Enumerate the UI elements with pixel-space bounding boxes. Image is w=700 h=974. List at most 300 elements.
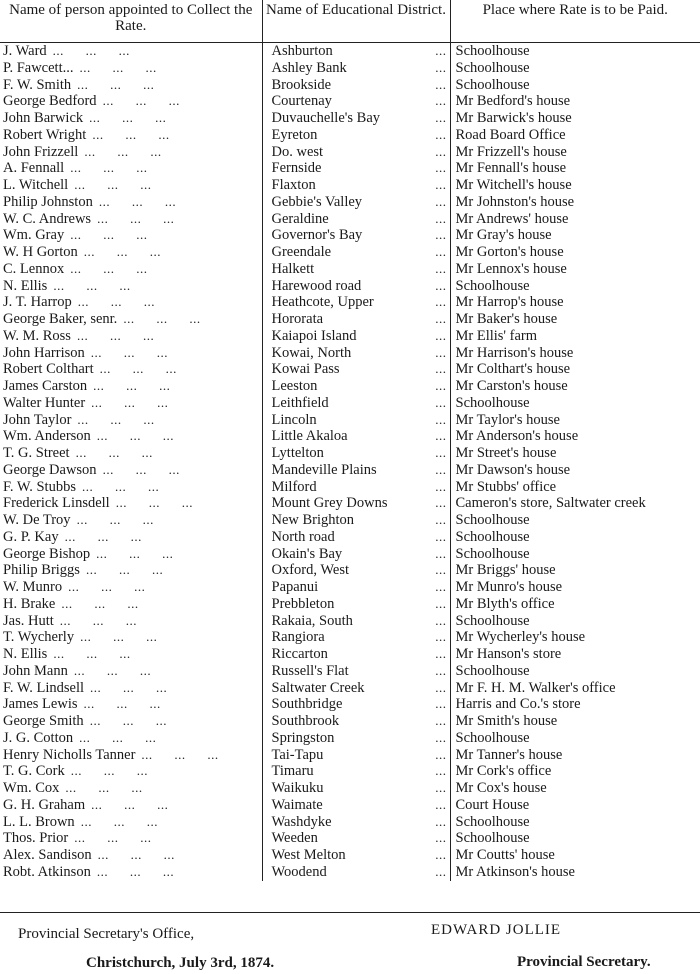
place-cell — [450, 261, 700, 278]
collector-cell-text: George Bedford — [3, 93, 97, 110]
leader-dots: ... — [435, 863, 447, 879]
district-cell-text: Little Akaloa — [271, 428, 348, 445]
table-row — [0, 428, 700, 445]
district-cell — [262, 361, 450, 378]
leader-dots: ... — [435, 311, 447, 326]
place-cell-text: Schoolhouse — [455, 512, 530, 528]
collector-cell — [0, 127, 262, 144]
district-cell — [262, 345, 450, 362]
table-row — [0, 713, 700, 730]
district-cell-text: Kaiapoi Island — [271, 327, 357, 344]
table-row — [0, 227, 700, 244]
collector-cell — [0, 780, 262, 797]
district-cell — [262, 311, 450, 328]
place-cell — [450, 780, 700, 797]
table-row — [0, 730, 700, 747]
district-cell-text: Prebbleton — [271, 595, 335, 612]
district-cell — [262, 445, 450, 462]
district-cell-text: Mandeville Plains — [271, 461, 377, 478]
place-cell-text: Mr Munro's house — [455, 579, 563, 595]
table-row — [0, 696, 700, 713]
place-cell-text: Mr Blyth's office — [455, 595, 555, 612]
collector-cell-text: L. Witchell — [3, 177, 69, 193]
leader-dots: ... ... ... — [123, 311, 201, 326]
place-cell — [450, 412, 700, 429]
collector-cell — [0, 211, 262, 228]
district-cell — [262, 663, 450, 680]
collector-cell — [0, 378, 262, 395]
district-cell-text: Ashburton — [271, 43, 333, 59]
header-district: Name of Educational District. — [262, 0, 450, 43]
place-cell-text: Mr Stubbs' office — [455, 478, 557, 495]
place-cell — [450, 445, 700, 462]
place-cell — [450, 93, 700, 110]
leader-dots: ... — [435, 830, 447, 846]
place-cell — [450, 211, 700, 228]
collector-cell-text: N. Ellis — [3, 277, 48, 294]
leader-dots: ... — [435, 411, 447, 427]
collector-cell — [0, 579, 262, 596]
leader-dots: ... — [435, 260, 447, 276]
place-cell-text: Mr Bedford's house — [455, 93, 571, 110]
district-cell — [262, 227, 450, 244]
place-cell-text: Mr Coutts' house — [455, 847, 555, 863]
collector-cell-text: Philip Briggs — [3, 562, 80, 579]
place-cell-text: Mr Anderson's house — [455, 428, 579, 445]
table-row — [0, 763, 700, 780]
place-cell — [450, 495, 700, 512]
district-cell-text: Ashley Bank — [271, 59, 347, 76]
collector-cell — [0, 345, 262, 362]
table-row — [0, 864, 700, 881]
table-row — [0, 479, 700, 496]
place-cell-text: Mr F. H. M. Walker's office — [455, 679, 616, 696]
leader-dots: ... ... ... — [96, 545, 174, 561]
district-cell — [262, 60, 450, 77]
place-cell — [450, 629, 700, 646]
leader-dots: ... — [435, 378, 447, 393]
table-row — [0, 747, 700, 764]
district-cell-text: Rangiora — [271, 629, 325, 646]
district-cell-text: Waimate — [271, 796, 323, 813]
place-cell-text: Schoolhouse — [455, 545, 530, 562]
district-cell — [262, 144, 450, 161]
place-cell — [450, 546, 700, 563]
place-cell-text: Mr Cox's house — [455, 780, 547, 796]
table-row — [0, 629, 700, 646]
leader-dots: ... — [435, 110, 447, 125]
leader-dots: ... — [435, 847, 447, 862]
district-cell-text: Lincoln — [271, 411, 317, 428]
district-cell-text: Saltwater Creek — [271, 679, 365, 696]
table-row — [0, 462, 700, 479]
collector-cell-text: F. W. Lindsell — [3, 679, 85, 696]
collector-cell-text: Philip Johnston — [3, 193, 93, 210]
collector-cell-text: James Lewis — [3, 696, 78, 713]
table-row — [0, 847, 700, 864]
district-cell — [262, 696, 450, 713]
leader-dots: ... ... ... — [53, 277, 131, 293]
place-cell-text: Mr Fennall's house — [455, 160, 567, 177]
district-cell-text: Woodend — [271, 863, 327, 880]
collector-cell — [0, 328, 262, 345]
leader-dots: ... ... ... — [115, 495, 193, 511]
collector-cell-text: George Dawson — [3, 461, 97, 478]
collector-cell — [0, 361, 262, 378]
place-cell-text: Mr Tanner's house — [455, 746, 563, 763]
collector-cell — [0, 462, 262, 479]
collector-cell — [0, 629, 262, 646]
leader-dots: ... — [435, 59, 447, 75]
table-row — [0, 680, 700, 697]
collector-cell — [0, 278, 262, 295]
district-cell — [262, 579, 450, 596]
collector-cell-text: H. Brake — [3, 595, 56, 612]
table-row — [0, 579, 700, 596]
leader-dots: ... ... ... — [76, 512, 154, 527]
place-cell-text: Mr Johnston's house — [455, 193, 575, 210]
district-cell — [262, 194, 450, 211]
table-row — [0, 345, 700, 362]
leader-dots: ... ... ... — [83, 696, 161, 712]
leader-dots: ... — [435, 796, 447, 812]
place-cell-text: Mr Harrison's house — [455, 344, 574, 361]
place-cell-text: Schoolhouse — [455, 729, 530, 746]
collector-cell — [0, 512, 262, 529]
table-row — [0, 361, 700, 378]
district-cell — [262, 512, 450, 529]
leader-dots: ... — [435, 277, 447, 293]
district-cell — [262, 462, 450, 479]
collector-cell — [0, 763, 262, 780]
collector-cell — [0, 244, 262, 261]
leader-dots: ... ... ... — [85, 562, 164, 578]
collector-cell — [0, 77, 262, 94]
leader-dots: ... ... ... — [75, 445, 153, 460]
table-row — [0, 495, 700, 512]
table-row — [0, 177, 700, 194]
district-cell — [262, 211, 450, 228]
district-cell-text: Papanui — [271, 579, 319, 595]
place-cell-text: Schoolhouse — [455, 277, 530, 294]
district-cell-text: Leeston — [271, 378, 318, 394]
district-cell-text: Governor's Bay — [271, 227, 363, 244]
place-cell — [450, 663, 700, 680]
place-cell-text: Road Board Office — [455, 126, 566, 143]
place-cell — [450, 194, 700, 211]
collector-cell-text: Henry Nicholls Tanner — [3, 746, 136, 763]
district-cell — [262, 730, 450, 747]
collector-cell-text: T. Wycherly — [3, 629, 75, 646]
collector-cell — [0, 395, 262, 412]
header-collector: Name of person appointed to Collect the Rate. — [0, 0, 262, 43]
leader-dots: ... ... ... — [91, 394, 169, 410]
district-cell — [262, 713, 450, 730]
table-row — [0, 160, 700, 177]
district-cell — [262, 378, 450, 395]
place-cell-text: Mr Wycherley's house — [455, 629, 586, 646]
collector-cell-text: Frederick Linsdell — [3, 495, 110, 512]
collector-cell-text: W. C. Andrews — [3, 210, 92, 227]
leader-dots: ... — [435, 244, 447, 259]
place-cell — [450, 562, 700, 579]
place-cell — [450, 747, 700, 764]
collector-cell — [0, 830, 262, 847]
collector-cell — [0, 227, 262, 244]
table-row — [0, 261, 700, 278]
table-row — [0, 780, 700, 797]
leader-dots: ... ... ... — [81, 478, 160, 494]
leader-dots: ... — [435, 679, 447, 695]
leader-dots: ... — [435, 746, 447, 762]
collector-cell-text: James Carston — [3, 378, 88, 394]
place-cell — [450, 77, 700, 94]
footer-rule — [0, 912, 700, 913]
collector-cell-text: John Harrison — [3, 344, 85, 361]
place-cell-text: Mr Lennox's house — [455, 260, 567, 277]
table-row — [0, 646, 700, 663]
district-cell — [262, 613, 450, 630]
collector-cell — [0, 93, 262, 110]
table-row — [0, 60, 700, 77]
district-cell-text: Leithfield — [271, 394, 329, 411]
leader-dots: ... — [435, 160, 447, 176]
collector-cell-text: F. W. Stubbs — [3, 478, 76, 495]
collector-cell-text: L. L. Brown — [3, 813, 75, 830]
district-cell — [262, 479, 450, 496]
place-cell — [450, 696, 700, 713]
collector-cell — [0, 663, 262, 680]
table-row — [0, 797, 700, 814]
leader-dots: ... — [435, 629, 447, 645]
collector-cell-text: T. G. Cork — [3, 763, 65, 780]
table-row — [0, 93, 700, 110]
place-cell — [450, 713, 700, 730]
table-row — [0, 529, 700, 546]
district-cell — [262, 93, 450, 110]
leader-dots: ... — [435, 294, 447, 310]
district-cell-text: Duvauchelle's Bay — [271, 110, 381, 126]
place-cell-text: Mr Street's house — [455, 445, 557, 461]
district-cell — [262, 830, 450, 847]
district-cell-text: Southbrook — [271, 713, 340, 729]
collector-cell-text: N. Ellis — [3, 646, 48, 662]
leader-dots: ... ... ... — [97, 847, 175, 862]
leader-dots: ... ... ... — [97, 210, 175, 226]
leader-dots: ... ... ... — [79, 59, 157, 75]
place-cell-text: Mr Andrews' house — [455, 210, 569, 227]
place-cell — [450, 763, 700, 780]
district-cell-text: Tai-Tapu — [271, 746, 324, 763]
table-row — [0, 328, 700, 345]
leader-dots: ... — [435, 193, 447, 209]
leader-dots: ... ... ... — [84, 143, 162, 159]
leader-dots: ... — [435, 780, 447, 795]
collector-cell — [0, 713, 262, 730]
district-cell — [262, 395, 450, 412]
leader-dots: ... — [435, 662, 447, 678]
leader-dots: ... — [435, 327, 447, 343]
place-cell — [450, 244, 700, 261]
place-cell-text: Mr Gray's house — [455, 227, 552, 244]
leader-dots: ... ... ... — [96, 428, 175, 444]
place-cell — [450, 311, 700, 328]
collector-cell — [0, 412, 262, 429]
district-cell — [262, 160, 450, 177]
collector-cell-text: Wm. Gray — [3, 227, 65, 244]
district-cell — [262, 278, 450, 295]
place-cell-text: Schoolhouse — [455, 662, 530, 679]
table-row — [0, 244, 700, 261]
table-row — [0, 110, 700, 127]
place-cell — [450, 579, 700, 596]
collector-cell — [0, 730, 262, 747]
collector-cell-text: W. H Gorton — [3, 244, 78, 260]
table-row — [0, 814, 700, 831]
place-cell-text: Court House — [455, 796, 530, 813]
place-cell — [450, 814, 700, 831]
leader-dots: ... — [435, 93, 447, 109]
place-cell-text: Mr Witchell's house — [455, 177, 572, 193]
place-cell-text: Mr Cork's office — [455, 763, 552, 780]
place-cell — [450, 278, 700, 295]
district-cell-text: Geraldine — [271, 210, 329, 227]
district-cell — [262, 43, 450, 60]
table-row — [0, 144, 700, 161]
collector-cell — [0, 294, 262, 311]
table-row — [0, 445, 700, 462]
table-body — [0, 43, 700, 881]
leader-dots: ... ... ... — [77, 76, 155, 92]
district-cell — [262, 328, 450, 345]
footer-signatory-title: Provincial Secretary. — [517, 954, 651, 970]
leader-dots: ... — [435, 612, 447, 628]
district-cell-text: Riccarton — [271, 646, 328, 662]
collector-cell-text: George Baker, senr. — [3, 311, 118, 327]
leader-dots: ... ... ... — [73, 662, 152, 678]
collector-cell-text: Thos. Prior — [3, 830, 69, 847]
district-cell-text: Timaru — [271, 763, 314, 780]
district-cell-text: Springston — [271, 729, 335, 746]
place-cell — [450, 680, 700, 697]
district-cell — [262, 747, 450, 764]
leader-dots: ... — [435, 394, 447, 410]
leader-dots: ... ... ... — [77, 411, 155, 427]
district-cell-text: Milford — [271, 478, 317, 495]
district-cell-text: Russell's Flat — [271, 662, 349, 679]
table-row — [0, 412, 700, 429]
table-row — [0, 127, 700, 144]
footer-date: Christchurch, July 3rd, 1874. — [86, 955, 275, 971]
table-row — [0, 378, 700, 395]
collector-cell-text: John Mann — [3, 662, 68, 679]
district-cell-text: Lyttelton — [271, 445, 324, 461]
collector-cell-text: John Taylor — [3, 411, 72, 428]
leader-dots: ... — [435, 545, 447, 561]
collector-cell-text: Walter Hunter — [3, 394, 86, 411]
district-cell-text: Rakaia, South — [271, 612, 353, 629]
place-cell-text: Mr Atkinson's house — [455, 863, 575, 880]
place-cell-text: Mr Frizzell's house — [455, 143, 567, 160]
table-row — [0, 294, 700, 311]
collector-cell — [0, 311, 262, 328]
collector-cell — [0, 696, 262, 713]
collector-cell-text: W. Munro — [3, 579, 63, 595]
district-cell-text: Harewood road — [271, 277, 362, 294]
leader-dots: ... ... ... — [83, 244, 162, 259]
leader-dots: ... ... ... — [70, 227, 148, 243]
leader-dots: ... — [435, 595, 447, 611]
leader-dots: ... — [435, 646, 447, 661]
collector-cell-text: W. De Troy — [3, 512, 71, 528]
place-cell — [450, 479, 700, 496]
place-cell-text: Mr Carston's house — [455, 378, 568, 394]
district-cell — [262, 546, 450, 563]
collector-cell-text: Wm. Cox — [3, 780, 60, 796]
place-cell — [450, 60, 700, 77]
district-cell-text: Washdyke — [271, 813, 332, 830]
district-cell — [262, 529, 450, 546]
place-cell — [450, 160, 700, 177]
leader-dots: ... — [435, 361, 447, 377]
table-row — [0, 395, 700, 412]
leader-dots: ... — [435, 495, 447, 511]
leader-dots: ... — [435, 696, 447, 712]
place-cell — [450, 462, 700, 479]
district-cell — [262, 261, 450, 278]
collector-cell-text: Robt. Atkinson — [3, 863, 91, 880]
place-cell-text: Mr Gorton's house — [455, 244, 564, 260]
district-cell-text: Do. west — [271, 143, 324, 160]
place-cell — [450, 127, 700, 144]
leader-dots: ... — [435, 43, 447, 58]
collector-cell-text: A. Fennall — [3, 160, 65, 177]
collector-cell — [0, 546, 262, 563]
collector-cell — [0, 144, 262, 161]
collector-cell — [0, 613, 262, 630]
district-cell-text: West Melton — [271, 847, 346, 863]
footer-signatory: EDWARD JOLLIE — [431, 922, 562, 938]
place-cell — [450, 110, 700, 127]
leader-dots: ... ... ... — [68, 579, 146, 594]
leader-dots: ... — [435, 344, 447, 360]
place-cell — [450, 294, 700, 311]
place-cell — [450, 43, 700, 60]
collector-cell-text: Robert Colthart — [3, 361, 94, 378]
leader-dots: ... ... ... — [65, 780, 143, 795]
place-cell-text: Schoolhouse — [455, 612, 530, 629]
collector-cell — [0, 797, 262, 814]
table-row — [0, 830, 700, 847]
leader-dots: ... ... ... — [79, 729, 157, 745]
place-cell-text: Cameron's store, Saltwater creek — [455, 495, 646, 512]
district-cell — [262, 780, 450, 797]
collector-cell — [0, 864, 262, 881]
collector-cell — [0, 529, 262, 546]
district-cell-text: New Brighton — [271, 512, 355, 528]
place-cell — [450, 378, 700, 395]
district-cell-text: Halkett — [271, 260, 315, 277]
collector-cell — [0, 428, 262, 445]
leader-dots: ... — [435, 126, 447, 142]
place-cell-text: Harris and Co.'s store — [455, 696, 581, 713]
leader-dots: ... ... ... — [70, 260, 148, 276]
table-row — [0, 311, 700, 328]
leader-dots: ... — [435, 76, 447, 92]
leader-dots: ... ... ... — [80, 629, 158, 645]
leader-dots: ... ... ... — [102, 461, 180, 477]
table-row — [0, 546, 700, 563]
